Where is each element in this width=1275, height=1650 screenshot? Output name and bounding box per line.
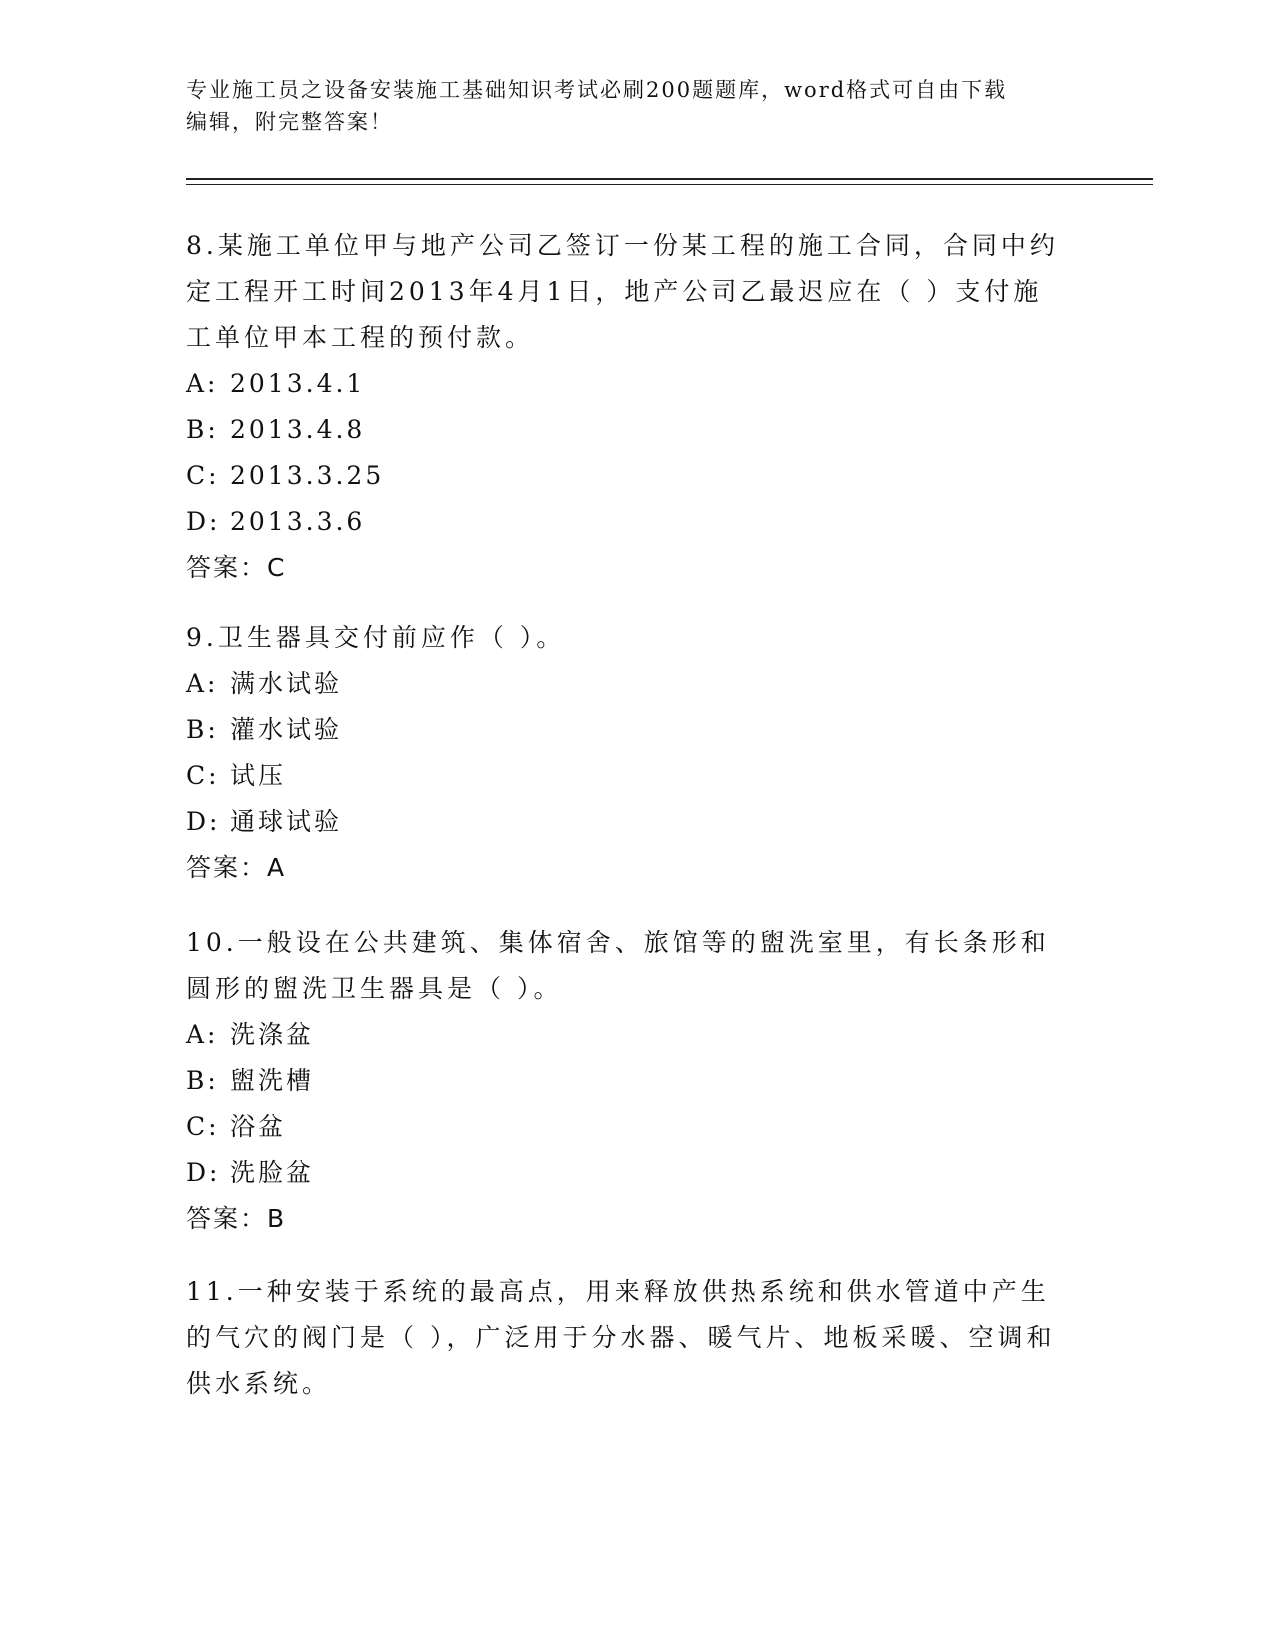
question-11 (186, 1269, 1066, 1407)
answer: 答案：C (186, 553, 287, 582)
option-a: A: 洗涤盆 (186, 1020, 315, 1049)
header-line-1: 专业施工员之设备安装施工基础知识考试必刷200题题库，word格式可自由下载 (186, 78, 1008, 102)
question-8 (186, 223, 1066, 591)
option-b: B: 灌水试验 (186, 715, 343, 744)
option-c: C: 浴盆 (186, 1112, 287, 1141)
header-divider-thin (186, 184, 1153, 185)
option-b: B: 盥洗槽 (186, 1066, 315, 1095)
header-line-2: 编辑，附完整答案！ (186, 110, 393, 134)
option-d: D: 2013.3.6 (186, 507, 366, 536)
option-a: A: 2013.4.1 (186, 369, 366, 398)
option-d: D: 洗脸盆 (186, 1158, 315, 1187)
option-b: B: 2013.4.8 (186, 415, 366, 444)
question-text: 11.一种安装于系统的最高点，用来释放供热系统和供水管道中产生的气穴的阀门是（ ），广泛用于分水器、暖气片、地板采暖、空调和供水系统。 (186, 1277, 1056, 1398)
question-9 (186, 615, 1066, 891)
question-text: 9.卫生器具交付前应作（ ）。 (186, 623, 566, 652)
question-10 (186, 920, 1066, 1242)
option-d: D: 通球试验 (186, 807, 343, 836)
option-a: A: 满水试验 (186, 669, 343, 698)
answer: 答案：B (186, 1204, 287, 1233)
option-c: C: 试压 (186, 761, 287, 790)
header-divider-thick (186, 178, 1153, 180)
question-text: 8.某施工单位甲与地产公司乙签订一份某工程的施工合同，合同中约定工程开工时间2013年4月1日，地产公司乙最迟应在（ ）支付施工单位甲本工程的预付款。 (186, 231, 1059, 352)
question-text: 10.一般设在公共建筑、集体宿舍、旅馆等的盥洗室里，有长条形和圆形的盥洗卫生器具是（ ）。 (186, 928, 1050, 1003)
answer: 答案：A (186, 853, 287, 882)
option-c: C: 2013.3.25 (186, 461, 385, 490)
document-header (186, 74, 1066, 138)
